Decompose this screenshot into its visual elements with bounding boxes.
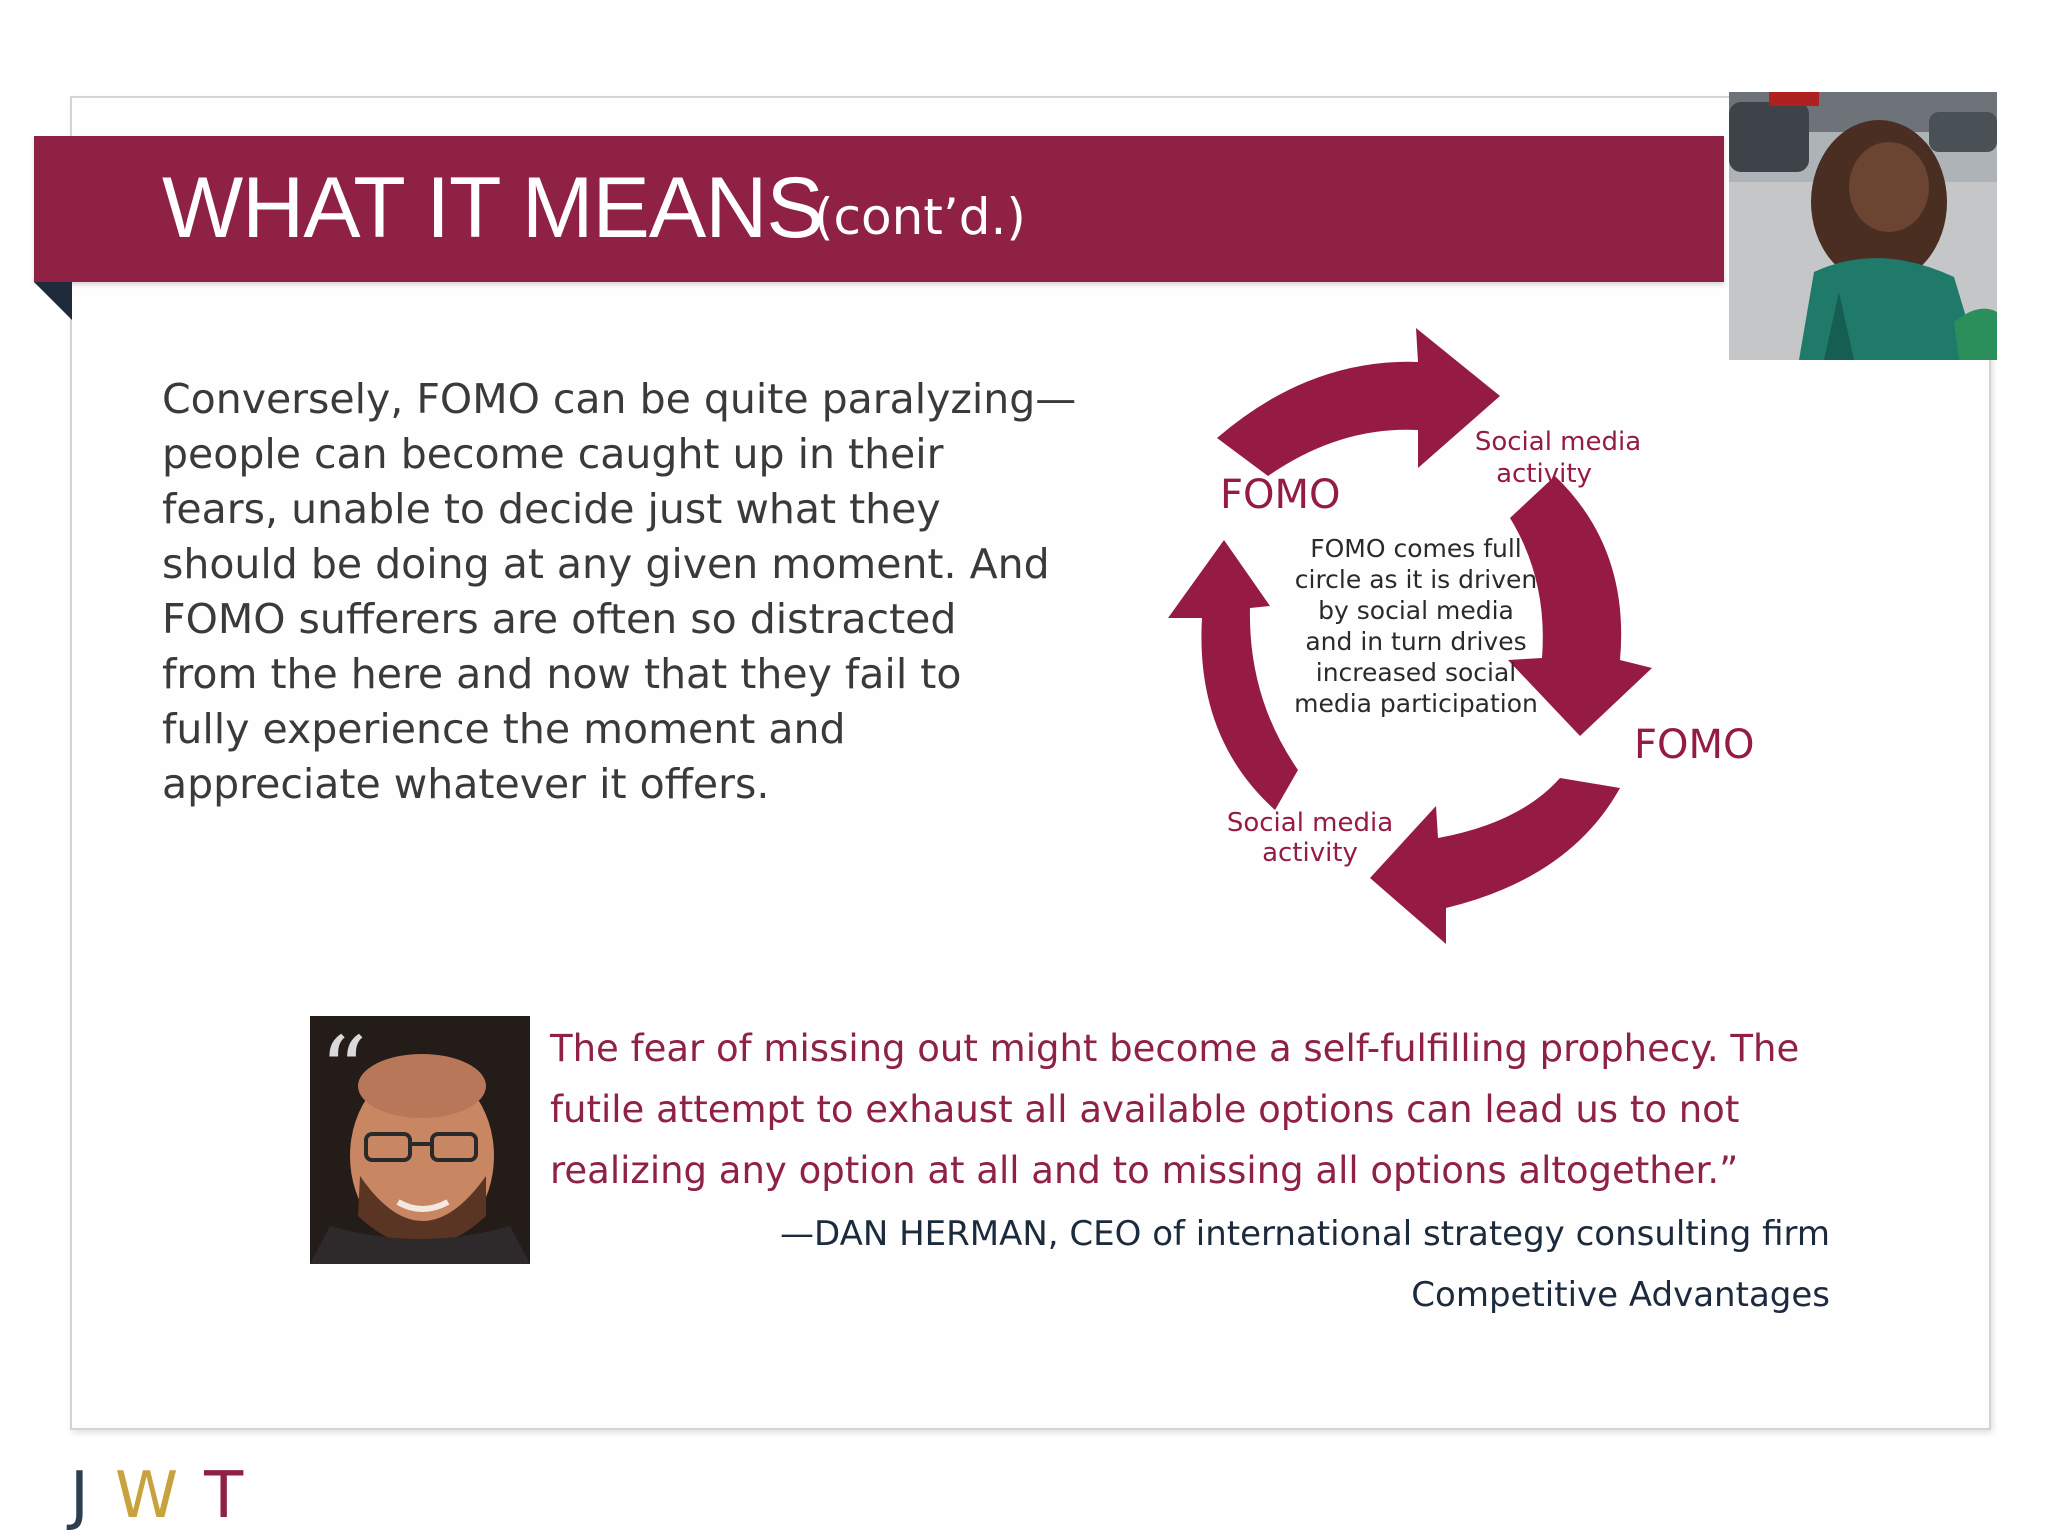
photo-dan-herman: [310, 1016, 530, 1264]
logo-letter-j: J: [70, 1459, 89, 1533]
fomo-label-right: FOMO: [1634, 722, 1755, 768]
cycle-center-line: by social media: [1318, 596, 1514, 625]
photo-dan-herman-image: [310, 1016, 530, 1264]
jwt-logo: [70, 1456, 269, 1536]
quote-line: The fear of missing out might become a self-fulfilling prophecy. The: [550, 1027, 1800, 1070]
fomo-label-top: FOMO: [1220, 472, 1341, 518]
fomo-cycle-diagram: [1100, 318, 1760, 958]
logo-letter-w: W: [114, 1459, 179, 1533]
quote-line: realizing any option at all and to missing all options altogether.”: [550, 1149, 1739, 1192]
title-banner: [34, 136, 1724, 282]
photo-woman-street-image: [1729, 92, 1997, 360]
cycle-center-line: media participation: [1294, 689, 1538, 718]
banner-fold: [34, 282, 72, 320]
cycle-center-line: circle as it is driven: [1294, 565, 1538, 594]
logo-letter-t: T: [204, 1459, 244, 1533]
quote-line: futile attempt to exhaust all available options can lead us to not: [550, 1088, 1740, 1131]
quote-mark-icon: “: [320, 1017, 368, 1124]
cycle-arrow-top: [1217, 328, 1500, 476]
body-paragraph: Conversely, FOMO can be quite paralyzing— people can become caught up in their fears, unable to decide just what they should be doing at any given moment. And FOMO sufferers are often so distracted from the here and now that they fail to fully experience the moment and appreciate whatever it offers.: [162, 375, 1077, 808]
social-media-label-top-line1: Social media: [1474, 427, 1642, 457]
social-media-label-bottom-line1: Social media: [1226, 808, 1394, 838]
social-media-label-bottom-line2: activity: [1262, 838, 1358, 868]
slide-subtitle: (cont’d.): [814, 188, 1026, 246]
quote-attribution: [600, 1204, 1830, 1326]
slide-title: WHAT IT MEANS: [162, 160, 823, 256]
attribution-line: —DAN HERMAN, CEO of international strategy consulting firm: [780, 1214, 1830, 1254]
cycle-center-line: FOMO comes full: [1310, 534, 1522, 563]
cycle-center-line: and in turn drives: [1305, 627, 1527, 656]
social-media-label-top-line2: activity: [1496, 459, 1592, 489]
attribution-line: Competitive Advantages: [1411, 1275, 1830, 1315]
quote-block: [550, 1018, 1840, 1201]
photo-woman-street: [1729, 92, 1997, 360]
cycle-arrow-bottom: [1370, 778, 1620, 944]
cycle-arrow-left: [1168, 540, 1298, 810]
cycle-center-line: increased social: [1315, 658, 1517, 687]
